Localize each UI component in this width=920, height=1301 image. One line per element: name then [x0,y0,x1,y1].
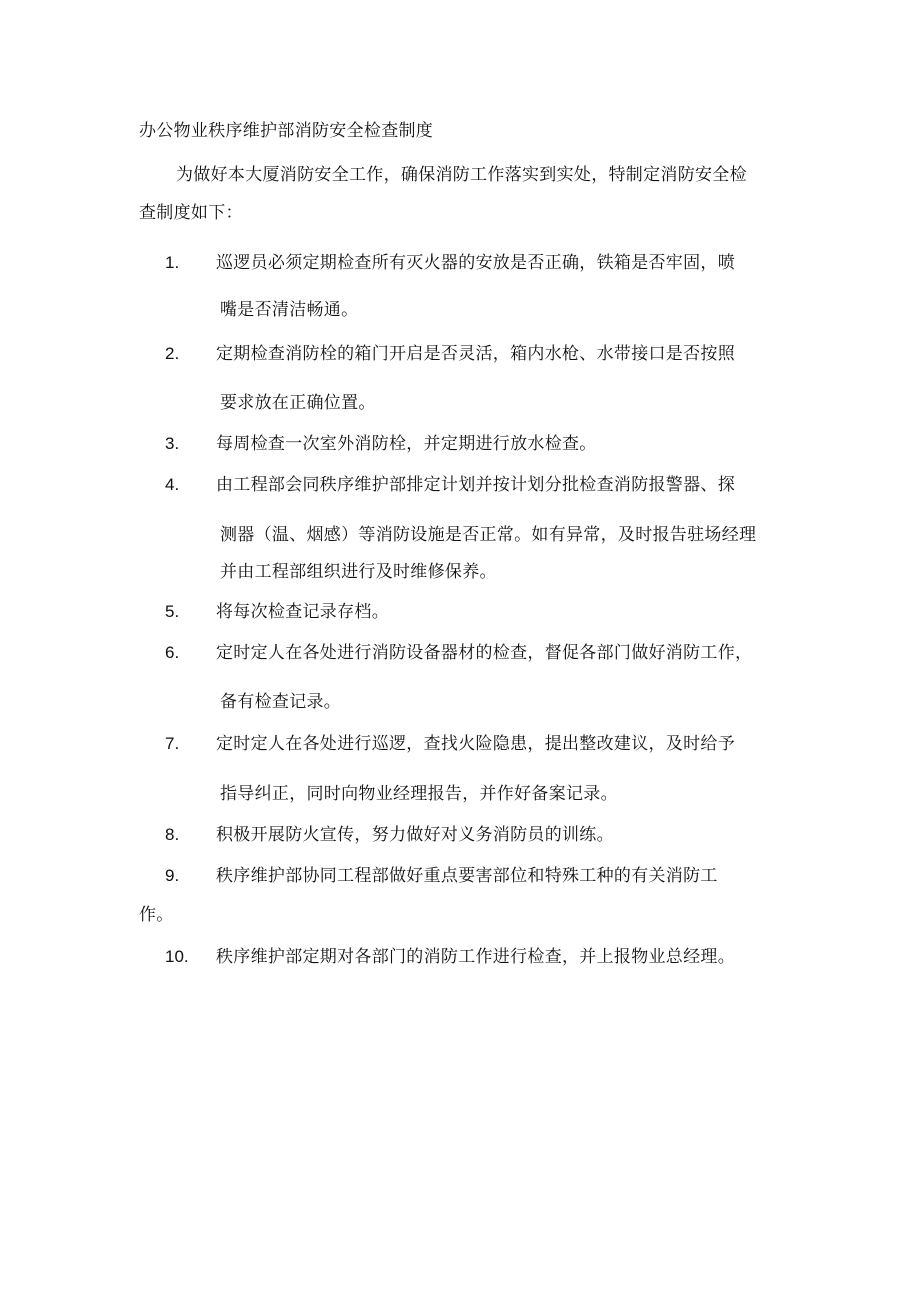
item-number: 6. [165,643,180,662]
item-text-line: 要求放在正确位置。 [220,393,376,413]
item-number: 9. [165,866,180,885]
item-text-line: 由工程部会同秩序维护部排定计划并按计划分批检查消防报警器、探 [216,475,735,495]
item-text-line: 嘴是否清洁畅通。 [220,300,359,320]
item-number: 10. [165,947,189,966]
item-text-line: 定时定人在各处进行消防设备器材的检查，督促各部门做好消防工作， [216,643,753,663]
item-number: 2. [165,344,180,363]
item-text-line: 测器（温、烟感）等消防设施是否正常。如有异常，及时报告驻场经理 [220,525,757,545]
item-text-line: 秩序维护部定期对各部门的消防工作进行检查，并上报物业总经理。 [216,947,735,967]
item-text-line: 秩序维护部协同工程部做好重点要害部位和特殊工种的有关消防工 [216,866,718,886]
item-text-line: 定期检查消防栓的箱门开启是否灵活，箱内水枪、水带接口是否按照 [216,344,735,364]
item-text-line: 将每次检查记录存档。 [216,602,389,622]
item-text-line: 每周检查一次室外消防栓，并定期进行放水检查。 [216,434,597,454]
item-text-line: 巡逻员必须定期检查所有灭火器的安放是否正确，铁箱是否牢固，喷 [216,253,735,273]
item-text-line: 作。 [139,905,174,925]
item-number: 3. [165,434,180,453]
document-title: 办公物业秩序维护部消防安全检查制度 [139,121,434,141]
item-text-line: 指导纠正，同时向物业经理报告，并作好备案记录。 [220,784,618,804]
item-text-line: 并由工程部组织进行及时维修保养。 [220,562,497,582]
item-number: 4. [165,475,180,494]
item-text-line: 备有检查记录。 [220,692,342,712]
item-number: 5. [165,602,180,621]
item-number: 8. [165,825,180,844]
item-number: 1. [165,253,180,272]
item-number: 7. [165,734,180,753]
item-text-line: 积极开展防火宣传，努力做好对义务消防员的训练。 [216,825,614,845]
item-text-line: 定时定人在各处进行巡逻，查找火险隐患，提出整改建议，及时给予 [216,734,735,754]
intro-line-2: 查制度如下： [139,203,243,223]
intro-line-1: 为做好本大厦消防安全工作，确保消防工作落实到实处，特制定消防安全检 [176,165,747,185]
